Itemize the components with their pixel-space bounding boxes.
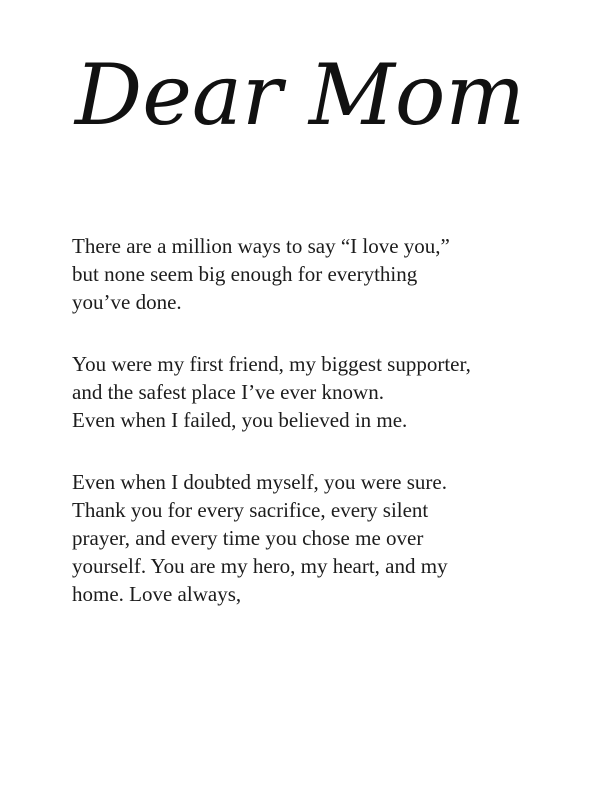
paragraph-line: you’ve done.: [72, 290, 182, 314]
paragraph-line: yourself. You are my hero, my heart, and my: [72, 554, 448, 578]
paragraph-line: but none seem big enough for everything: [72, 262, 418, 286]
paragraph-line: home. Love always,: [72, 582, 242, 606]
paragraph-line: Even when I failed, you believed in me.: [72, 408, 408, 432]
paragraph-2: [72, 350, 552, 434]
paragraph-line: You were my first friend, my biggest supporter,: [72, 352, 471, 376]
paragraph-1: [72, 232, 552, 316]
paragraph-3: [72, 468, 552, 608]
paragraph-line: prayer, and every time you chose me over: [72, 526, 424, 550]
paragraph-line: There are a million ways to say “I love you,”: [72, 234, 450, 258]
paragraph-line: and the safest place I’ve ever known.: [72, 380, 384, 404]
letter-body: [72, 232, 552, 642]
letter-title: Dear Mom: [74, 46, 526, 144]
paragraph-line: Even when I doubted myself, you were sure.: [72, 470, 447, 494]
paragraph-line: Thank you for every sacrifice, every silent: [72, 498, 429, 522]
